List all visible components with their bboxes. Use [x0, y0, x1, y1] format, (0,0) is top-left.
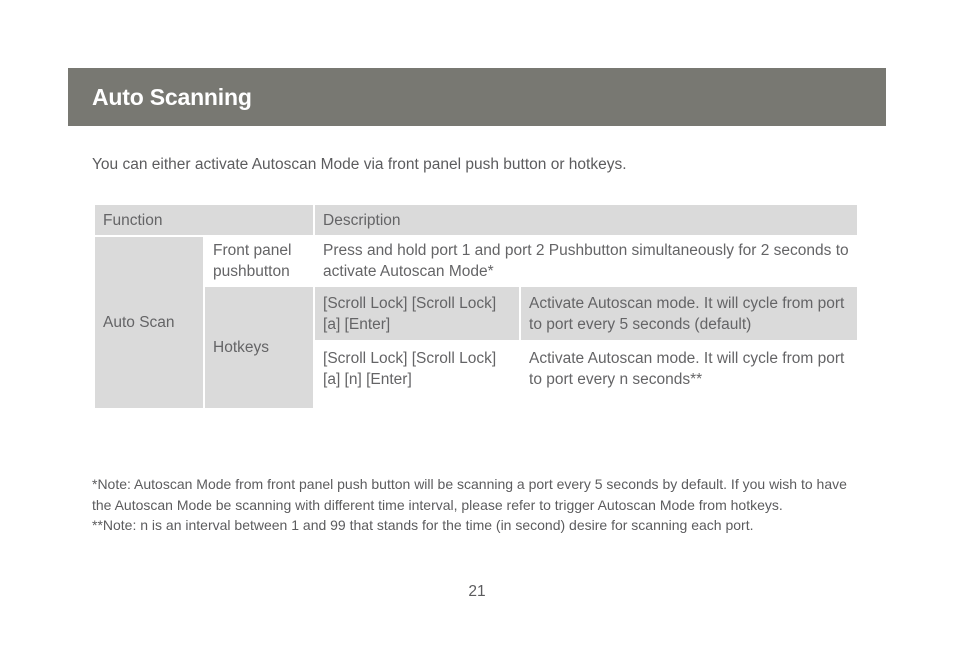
footnotes [92, 474, 852, 536]
front-panel-description: Press and hold port 1 and port 2 Pushbutton simultaneously for 2 seconds to activate Autoscan Mode* [315, 237, 857, 285]
hotkey-combo: [Scroll Lock] [Scroll Lock] [a] [n] [Enter] [315, 342, 519, 408]
hotkey-combo: [Scroll Lock] [Scroll Lock] [a] [Enter] [315, 287, 519, 340]
function-auto-scan: Auto Scan [95, 237, 203, 408]
footnote: *Note: Autoscan Mode from front panel push button will be scanning a port every 5 seconds by default. If you wish to have the Autoscan Mode be scanning with different time interval, please refer to trigger Autoscan Mode from hotkeys. [92, 476, 847, 513]
table-header-row [95, 205, 857, 235]
table-row [95, 287, 857, 340]
section-header [68, 68, 886, 126]
function-table [93, 203, 859, 410]
method-hotkeys: Hotkeys [205, 287, 313, 408]
hotkey-description: Activate Autoscan mode. It will cycle from port to port every 5 seconds (default) [521, 287, 857, 340]
page-number: 21 [468, 583, 486, 600]
page-title: Auto Scanning [92, 83, 252, 110]
header-description: Description [315, 205, 857, 235]
hotkey-description: Activate Autoscan mode. It will cycle from port to port every n seconds** [521, 342, 857, 408]
footnote: **Note: n is an interval between 1 and 99 that stands for the time (in second) desire for scanning each port. [92, 517, 754, 533]
header-function: Function [95, 205, 313, 235]
intro-text: You can either activate Autoscan Mode via front panel push button or hotkeys. [92, 156, 627, 173]
method-front-panel: Front panel pushbutton [205, 237, 313, 285]
table-row [95, 237, 857, 285]
